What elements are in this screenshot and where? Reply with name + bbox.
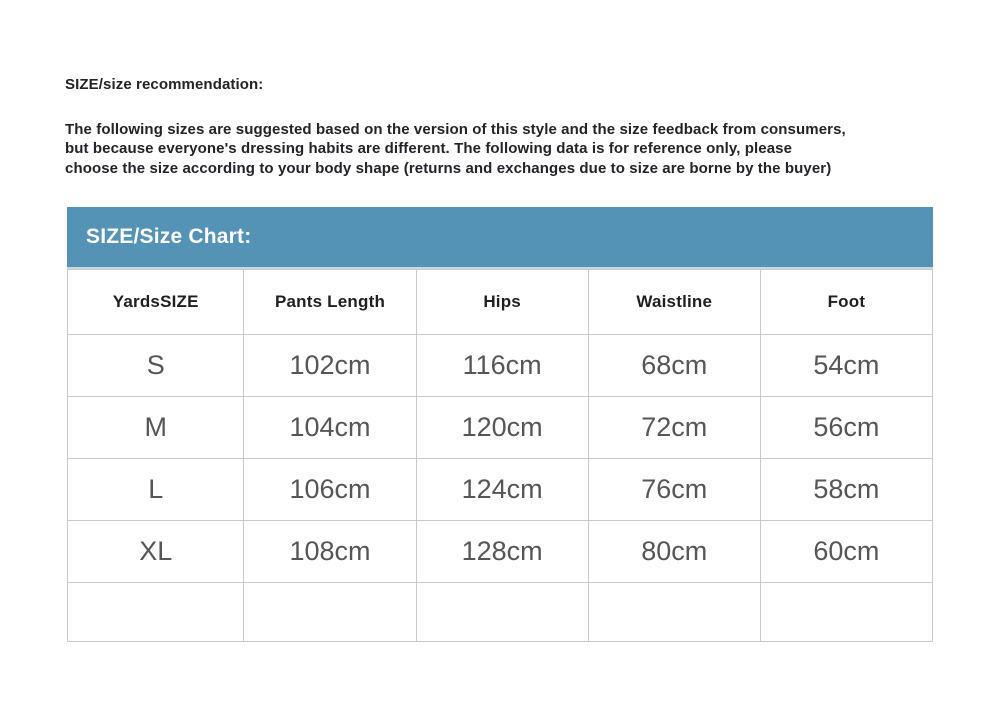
cell-foot: 56cm [760, 397, 932, 459]
intro-line-2: but because everyone's dressing habits are different. The following data is for reference only, please [65, 140, 793, 158]
cell-size: L [68, 459, 244, 521]
column-header-hips: Hips [416, 270, 588, 335]
cell-foot: 60cm [760, 521, 932, 583]
cell-empty [244, 583, 416, 642]
cell-empty [760, 583, 932, 642]
intro-paragraph [65, 120, 846, 178]
cell-empty [416, 583, 588, 642]
cell-size: XL [68, 521, 244, 583]
cell-pants-length: 104cm [244, 397, 416, 459]
cell-size: M [68, 397, 244, 459]
cell-hips: 116cm [416, 335, 588, 397]
table-row-l [68, 459, 933, 521]
size-chart [67, 207, 933, 642]
intro-line-1: The following sizes are suggested based on the version of this style and the size feedback from consumers, [65, 121, 846, 138]
cell-pants-length: 106cm [244, 459, 416, 521]
cell-empty [588, 583, 760, 642]
cell-waistline: 80cm [588, 521, 760, 583]
cell-hips: 128cm [416, 521, 588, 583]
cell-hips: 120cm [416, 397, 588, 459]
cell-waistline: 72cm [588, 397, 760, 459]
intro-line-3: choose the size according to your body shape (returns and exchanges due to size are borne by the buyer) [65, 159, 832, 177]
cell-pants-length: 108cm [244, 521, 416, 583]
size-chart-title: SIZE/Size Chart: [86, 225, 252, 248]
size-recommendation-heading: SIZE/size recommendation: [65, 76, 264, 93]
cell-empty [68, 583, 244, 642]
cell-waistline: 68cm [588, 335, 760, 397]
table-row-xl [68, 521, 933, 583]
column-header-pants-length: Pants Length [244, 270, 416, 335]
cell-foot: 58cm [760, 459, 932, 521]
cell-foot: 54cm [760, 335, 932, 397]
column-header-waistline: Waistline [588, 270, 760, 335]
column-header-size: YardsSIZE [68, 270, 244, 335]
table-row-s [68, 335, 933, 397]
cell-pants-length: 102cm [244, 335, 416, 397]
cell-hips: 124cm [416, 459, 588, 521]
column-header-foot: Foot [760, 270, 932, 335]
cell-waistline: 76cm [588, 459, 760, 521]
cell-size: S [68, 335, 244, 397]
size-chart-table [67, 269, 933, 642]
size-chart-header-row [68, 270, 933, 335]
size-chart-title-bar [67, 207, 933, 269]
table-row-empty [68, 583, 933, 642]
table-row-m [68, 397, 933, 459]
